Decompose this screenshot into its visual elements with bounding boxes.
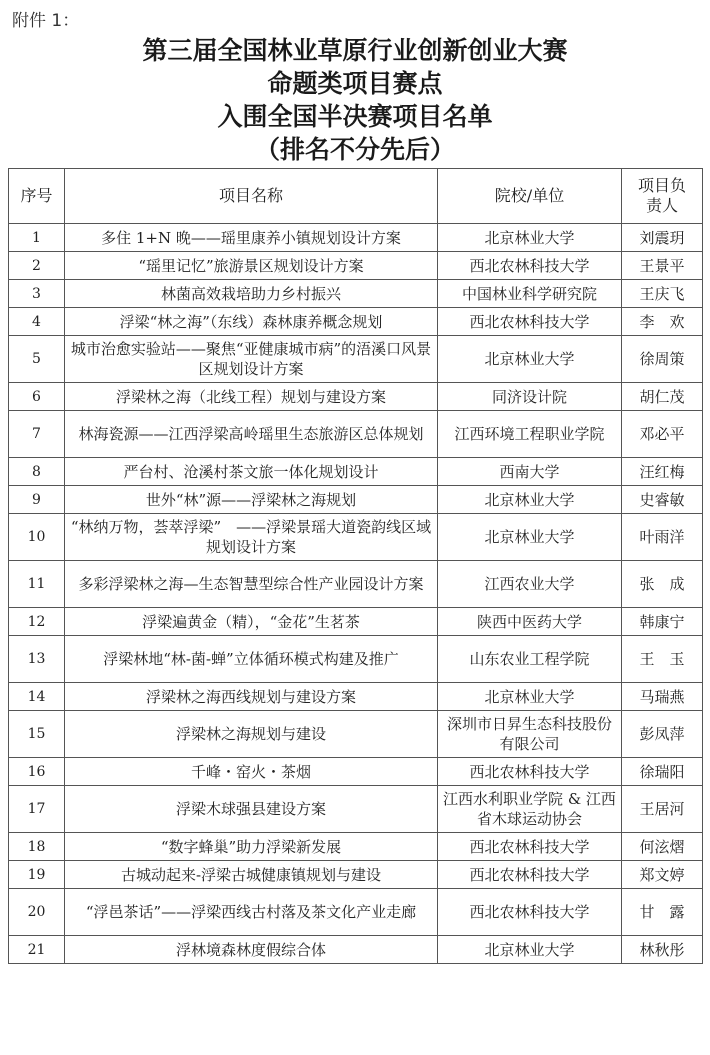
cell-school: 西北农林科技大学 (438, 861, 622, 889)
attachment-label: 附件 1： (12, 11, 80, 31)
cell-leader: 韩康宁 (622, 608, 703, 636)
table-row (9, 458, 703, 486)
header-leader (622, 169, 703, 224)
cell-leader: 王景平 (622, 252, 703, 280)
cell-name: 林海瓷源——江西浮梁高岭瑶里生态旅游区总体规划 (65, 411, 438, 458)
table-row (9, 936, 703, 964)
cell-seq: 8 (9, 458, 65, 486)
cell-name: 多住 1+N 晚——瑶里康养小镇规划设计方案 (65, 224, 438, 252)
cell-school: 西北农林科技大学 (438, 889, 622, 936)
title-line: 入围全国半决赛项目名单 (217, 102, 493, 131)
cell-name: “林纳万物，荟萃浮梁” ——浮梁景瑶大道瓷韵线区域规划设计方案 (65, 514, 438, 561)
cell-seq: 14 (9, 683, 65, 711)
cell-school: 江西农业大学 (438, 561, 622, 608)
title-line: （排名不分先后） (254, 135, 455, 164)
cell-seq: 2 (9, 252, 65, 280)
cell-seq: 16 (9, 758, 65, 786)
cell-leader: 郑文婷 (622, 861, 703, 889)
cell-school: 北京林业大学 (438, 224, 622, 252)
cell-leader: 史睿敏 (622, 486, 703, 514)
cell-leader: 张 成 (622, 561, 703, 608)
table-row (9, 252, 703, 280)
header-school: 院校/单位 (438, 169, 622, 224)
cell-leader: 徐周策 (622, 336, 703, 383)
cell-school: 西南大学 (438, 458, 622, 486)
cell-seq: 19 (9, 861, 65, 889)
cell-seq: 7 (9, 411, 65, 458)
cell-school: 陕西中医药大学 (438, 608, 622, 636)
cell-seq: 3 (9, 280, 65, 308)
cell-name: 千峰・窑火・茶烟 (65, 758, 438, 786)
cell-leader: 叶雨洋 (622, 514, 703, 561)
table-row (9, 636, 703, 683)
title-line: 第三届全国林业草原行业创新创业大赛 (142, 36, 568, 65)
cell-school: 山东农业工程学院 (438, 636, 622, 683)
cell-school: 深圳市日昇生态科技股份有限公司 (438, 711, 622, 758)
cell-seq: 9 (9, 486, 65, 514)
title-line: 命题类项目赛点 (267, 69, 443, 98)
cell-school: 西北农林科技大学 (438, 252, 622, 280)
cell-name: 浮梁林之海（北线工程）规划与建设方案 (65, 383, 438, 411)
cell-name: 城市治愈实验站——聚焦“亚健康城市病”的浯溪口风景区规划设计方案 (65, 336, 438, 383)
cell-leader: 王庆飞 (622, 280, 703, 308)
cell-school: 北京林业大学 (438, 936, 622, 964)
cell-leader: 胡仁茂 (622, 383, 703, 411)
table-row (9, 711, 703, 758)
cell-seq: 17 (9, 786, 65, 833)
cell-seq: 21 (9, 936, 65, 964)
table-row (9, 608, 703, 636)
cell-seq: 1 (9, 224, 65, 252)
cell-school: 同济设计院 (438, 383, 622, 411)
cell-seq: 10 (9, 514, 65, 561)
header-name: 项目名称 (65, 169, 438, 224)
table-row (9, 833, 703, 861)
cell-seq: 12 (9, 608, 65, 636)
table-row (9, 861, 703, 889)
cell-school: 北京林业大学 (438, 514, 622, 561)
table-row (9, 411, 703, 458)
table-row (9, 786, 703, 833)
cell-school: 西北农林科技大学 (438, 833, 622, 861)
cell-leader: 汪红梅 (622, 458, 703, 486)
cell-seq: 11 (9, 561, 65, 608)
cell-leader: 王居河 (622, 786, 703, 833)
cell-seq: 15 (9, 711, 65, 758)
cell-name: 古城动起来-浮梁古城健康镇规划与建设 (65, 861, 438, 889)
table-row (9, 758, 703, 786)
cell-name: 浮梁林之海西线规划与建设方案 (65, 683, 438, 711)
cell-seq: 4 (9, 308, 65, 336)
cell-name: 浮梁林之海规划与建设 (65, 711, 438, 758)
cell-seq: 5 (9, 336, 65, 383)
cell-name: “数字蜂巢”助力浮梁新发展 (65, 833, 438, 861)
cell-name: 浮梁木球强县建设方案 (65, 786, 438, 833)
cell-leader: 彭凤萍 (622, 711, 703, 758)
cell-leader: 何泫熠 (622, 833, 703, 861)
cell-leader: 马瑞燕 (622, 683, 703, 711)
cell-seq: 6 (9, 383, 65, 411)
cell-name: 浮梁林地“林-菌-蝉”立体循环模式构建及推广 (65, 636, 438, 683)
cell-leader: 王 玉 (622, 636, 703, 683)
document-title (0, 34, 710, 166)
cell-school: 西北农林科技大学 (438, 758, 622, 786)
cell-name: 严台村、沧溪村茶文旅一体化规划设计 (65, 458, 438, 486)
cell-leader: 刘震玥 (622, 224, 703, 252)
cell-name: “瑶里记忆”旅游景区规划设计方案 (65, 252, 438, 280)
cell-school: 江西水利职业学院 & 江西省木球运动协会 (438, 786, 622, 833)
cell-leader: 甘 露 (622, 889, 703, 936)
table-row (9, 308, 703, 336)
cell-leader: 林秋彤 (622, 936, 703, 964)
table-row (9, 224, 703, 252)
cell-name: 浮梁“林之海”（东线）森林康养概念规划 (65, 308, 438, 336)
cell-name: 浮林境森林度假综合体 (65, 936, 438, 964)
cell-leader: 李 欢 (622, 308, 703, 336)
header-leader-line2: 责人 (645, 196, 678, 215)
table-row (9, 683, 703, 711)
cell-school: 北京林业大学 (438, 486, 622, 514)
cell-seq: 13 (9, 636, 65, 683)
cell-name: “浮邑茶话”——浮梁西线古村落及茶文化产业走廊 (65, 889, 438, 936)
cell-seq: 18 (9, 833, 65, 861)
cell-school: 北京林业大学 (438, 683, 622, 711)
cell-school: 西北农林科技大学 (438, 308, 622, 336)
cell-school: 中国林业科学研究院 (438, 280, 622, 308)
cell-leader: 徐瑞阳 (622, 758, 703, 786)
table-row (9, 514, 703, 561)
table-row (9, 889, 703, 936)
table-row (9, 561, 703, 608)
cell-name: 多彩浮梁林之海—生态智慧型综合性产业园设计方案 (65, 561, 438, 608)
table-header-row (9, 169, 703, 224)
cell-name: 浮梁遍黄金（精），“金花”生茗茶 (65, 608, 438, 636)
table-row (9, 383, 703, 411)
cell-name: 林菌高效栽培助力乡村振兴 (65, 280, 438, 308)
table-row (9, 336, 703, 383)
cell-school: 北京林业大学 (438, 336, 622, 383)
header-leader-line1: 项目负 (637, 176, 686, 195)
cell-seq: 20 (9, 889, 65, 936)
project-table (8, 168, 703, 964)
header-seq: 序号 (9, 169, 65, 224)
table-row (9, 486, 703, 514)
table-row (9, 280, 703, 308)
cell-name: 世外“林”源——浮梁林之海规划 (65, 486, 438, 514)
cell-school: 江西环境工程职业学院 (438, 411, 622, 458)
cell-leader: 邓必平 (622, 411, 703, 458)
